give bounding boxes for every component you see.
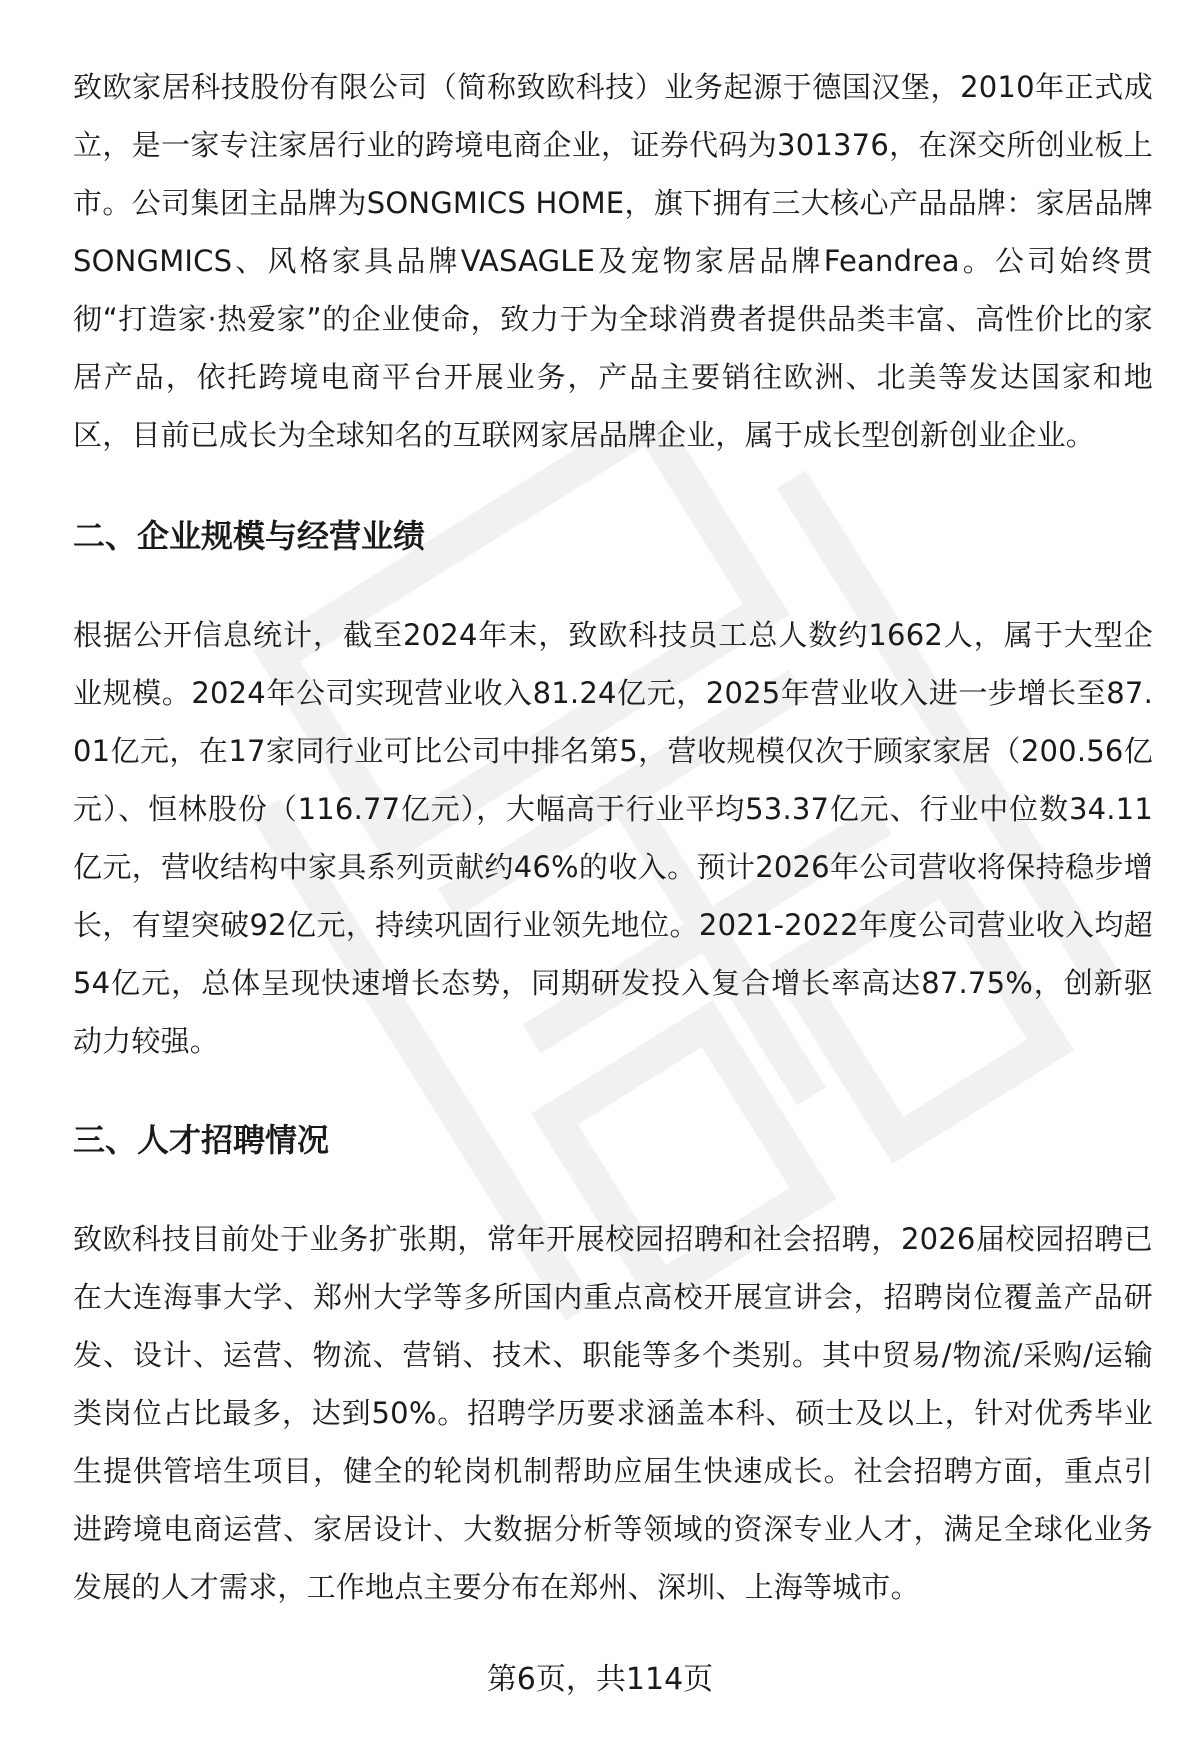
recruitment-paragraph: 致欧科技目前处于业务扩张期，常年开展校园招聘和社会招聘，2026届校园招聘已在大连海事大学、郑州大学等多所国内重点高校开展宣讲会，招聘岗位覆盖产品研发、设计、运营、物流、营销、技术、职能等多个类别。其中贸易/物流/采购/运输类岗位占比最多，达到50%。招聘学历要求涵盖本科、硕士及以上，针对优秀毕业生提供管培生项目，健全的轮岗机制帮助应届生快速成长。社会招聘方面，重点引进跨境电商运营、家居设计、大数据分析等领域的资深专业人才，满足全球化业务发展的人才需求，工作地点主要分布在郑州、深圳、上海等城市。 (73, 1222, 1153, 1604)
section-heading-recruitment: 三、人才招聘情况 (73, 1121, 330, 1159)
scale-performance-paragraph: 根据公开信息统计，截至2024年末，致欧科技员工总人数约1662人，属于大型企业规模。2024年公司实现营业收入81.24亿元，2025年营业收入进一步增长至87.01亿元，在17家同行业可比公司中排名第5，营收规模仅次于顾家家居（200.56亿元）、恒林股份（116.77亿元），大幅高于行业平均53.37亿元、行业中位数34.11亿元，营收结构中家具系列贡献约46%的收入。预计2026年公司营收将保持稳步增长，有望突破92亿元，持续巩固行业领先地位。2021-2022年度公司营业收入均超54亿元，总体呈现快速增长态势，同期研发投入复合增长率高达87.75%，创新驱动力较强。 (73, 618, 1153, 1058)
page-number-footer: 第6页，共114页 (486, 1662, 714, 1697)
intro-paragraph: 致欧家居科技股份有限公司（简称致欧科技）业务起源于德国汉堡，2010年正式成立，是一家专注家居行业的跨境电商企业，证券代码为301376，在深交所创业板上市。公司集团主品牌为SONGMICS HOME，旗下拥有三大核心产品品牌：家居品牌SONGMICS、风格家具品牌VASAGLE及宠物家居品牌Feandrea。公司始终贯彻“打造家·热爱家”的企业使命，致力于为全球消费者提供品类丰富、高性价比的家居产品，依托跨境电商平台开展业务，产品主要销往欧洲、北美等发达国家和地区，目前已成长为全球知名的互联网家居品牌企业，属于成长型创新创业企业。 (73, 70, 1153, 452)
document-body (73, 58, 1153, 1616)
section-heading-scale-performance: 二、企业规模与经营业绩 (73, 517, 426, 555)
